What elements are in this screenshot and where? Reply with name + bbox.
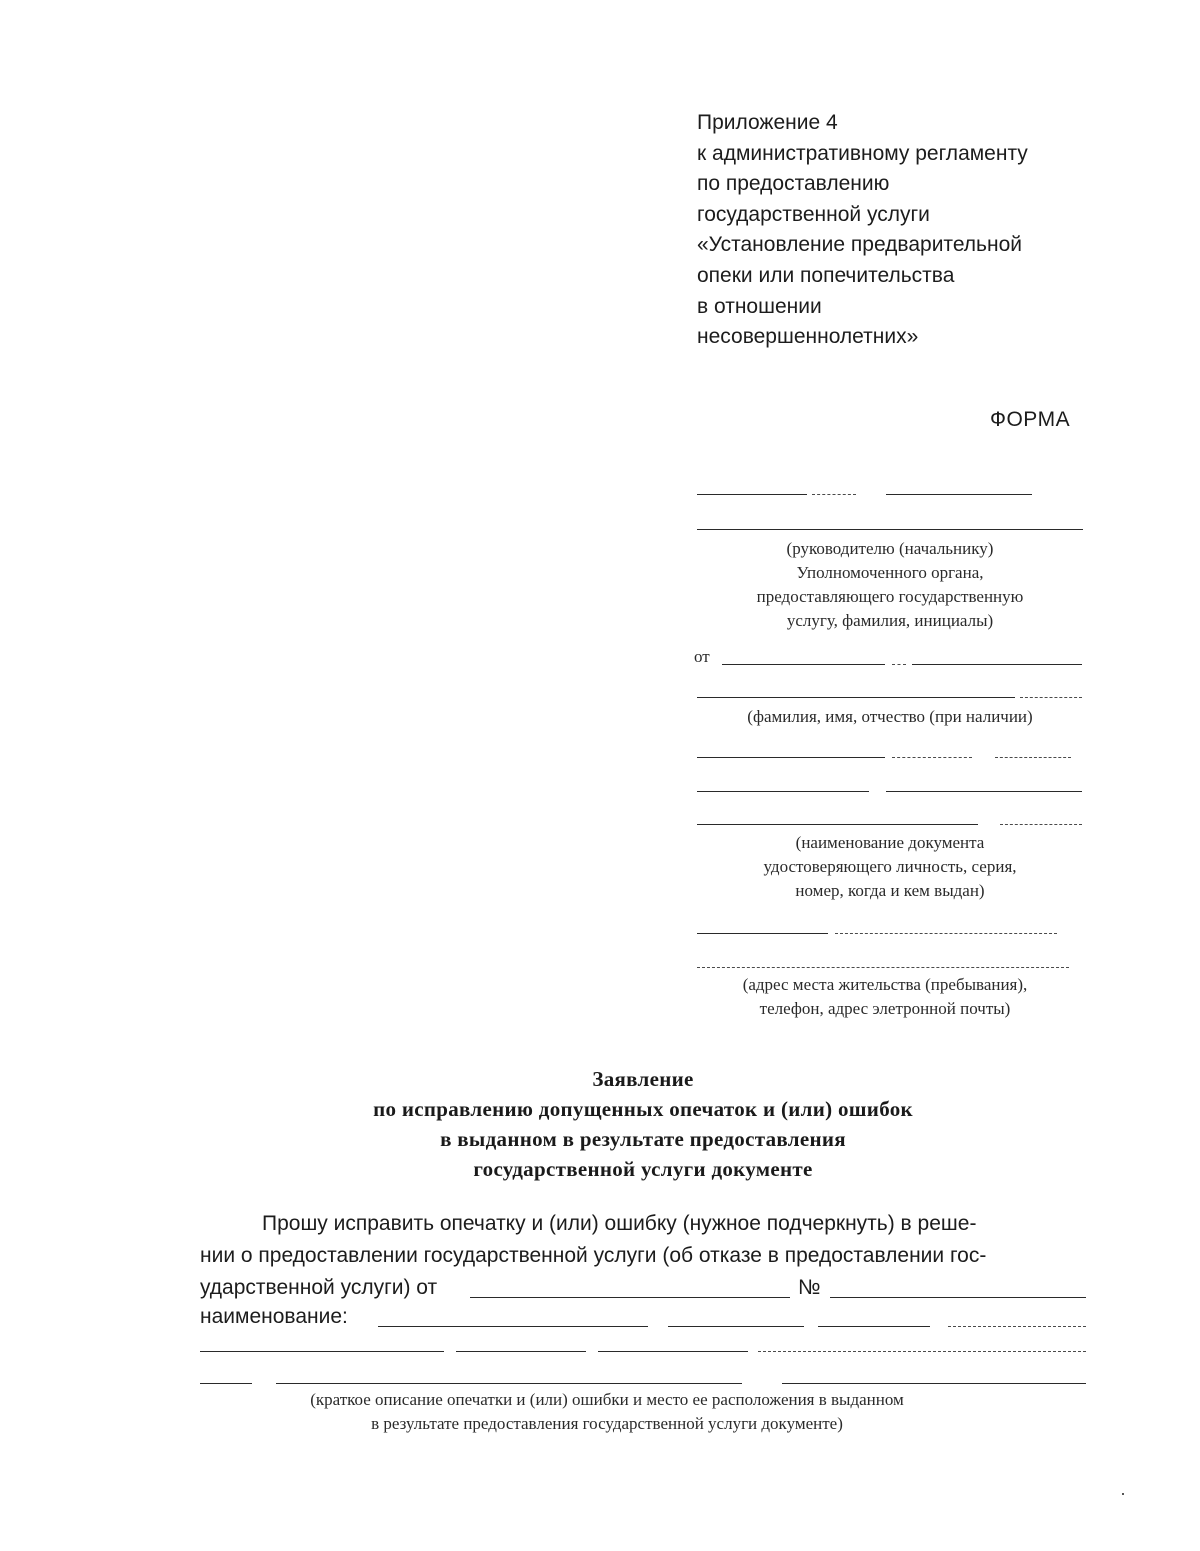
document-blank-line[interactable] <box>697 824 978 825</box>
addressee-caption <box>697 537 1083 633</box>
appendix-line: несовершеннолетних» <box>697 325 919 349</box>
addressee-blank-line[interactable] <box>697 529 1083 530</box>
document-caption <box>697 831 1083 903</box>
from-blank-line[interactable] <box>722 664 885 665</box>
title-line: государственной услуги документе <box>473 1157 813 1181</box>
body-line: нии о предоставлении государственной услуги (об отказе в предоставлении гос- <box>200 1244 987 1267</box>
description-blank-line[interactable] <box>782 1383 1086 1384</box>
from-blank-line[interactable] <box>912 664 1082 665</box>
document-blank-line[interactable] <box>886 791 1082 792</box>
application-title <box>200 1064 1086 1184</box>
description-blank-line[interactable] <box>818 1326 930 1327</box>
speck-mark <box>1122 1493 1124 1495</box>
caption-line: предоставляющего государственную <box>756 587 1024 606</box>
body-line: ударственной услуги) от <box>200 1276 438 1299</box>
addressee-blank-line[interactable] <box>886 494 1032 495</box>
description-blank-line[interactable] <box>456 1351 586 1352</box>
document-blank-line[interactable] <box>697 791 869 792</box>
appendix-line: Приложение 4 <box>697 111 838 134</box>
name-caption <box>697 705 1083 729</box>
title-line: в выданном в результате предоставления <box>440 1127 846 1151</box>
caption-line: (краткое описание опечатки и (или) ошибки и место ее расположения в выданном <box>310 1390 904 1409</box>
from-blank-line[interactable] <box>892 664 906 665</box>
document-blank-line[interactable] <box>892 757 972 758</box>
name-label: наименование: <box>200 1305 348 1328</box>
description-blank-line[interactable] <box>598 1351 748 1352</box>
caption-line: удостоверяющего личность, серия, <box>763 857 1017 876</box>
address-blank-line[interactable] <box>835 933 1057 934</box>
description-blank-line[interactable] <box>758 1351 1086 1352</box>
appendix-line: «Установление предварительной <box>697 233 1022 257</box>
caption-line: (адрес места жительства (пребывания), <box>742 975 1028 994</box>
caption-line: в результате предоставления государственной услуги документе) <box>371 1414 843 1433</box>
name-blank-line[interactable] <box>1020 697 1082 698</box>
description-caption <box>200 1388 1086 1436</box>
address-blank-line[interactable] <box>697 933 828 934</box>
description-blank-line[interactable] <box>378 1326 648 1327</box>
title-line: по исправлению допущенных опечаток и (или) ошибок <box>373 1097 913 1121</box>
caption-line: Уполномоченного органа, <box>796 563 984 582</box>
appendix-line: по предоставлению <box>697 172 890 196</box>
form-label: ФОРМА <box>990 408 1071 431</box>
document-blank-line[interactable] <box>697 757 885 758</box>
from-label: от <box>694 647 710 666</box>
appendix-line: к административному регламенту <box>697 141 1028 165</box>
addressee-blank-line[interactable] <box>697 494 807 495</box>
address-caption <box>687 973 1083 1021</box>
description-blank-line[interactable] <box>668 1326 804 1327</box>
caption-line: услугу, фамилия, инициалы) <box>786 611 994 630</box>
appendix-line: государственной услуги <box>697 202 930 226</box>
description-blank-line[interactable] <box>200 1351 444 1352</box>
document-blank-line[interactable] <box>995 757 1071 758</box>
title-line: Заявление <box>592 1067 694 1091</box>
description-blank-line[interactable] <box>948 1326 1086 1327</box>
caption-line: номер, когда и кем выдан) <box>795 881 985 900</box>
name-blank-line[interactable] <box>697 697 1015 698</box>
number-blank-line[interactable] <box>830 1297 1086 1298</box>
number-sign: № <box>798 1276 821 1299</box>
caption-line: (наименование документа <box>795 833 985 852</box>
body-line: Прошу исправить опечатку и (или) ошибку (нужное подчеркнуть) в реше- <box>262 1212 977 1235</box>
description-blank-line[interactable] <box>200 1383 252 1384</box>
caption-line: (руководителю (начальнику) <box>786 539 994 558</box>
caption-line: телефон, адрес элетронной почты) <box>759 999 1011 1018</box>
document-blank-line[interactable] <box>1000 824 1082 825</box>
description-blank-line[interactable] <box>276 1383 742 1384</box>
date-blank-line[interactable] <box>470 1297 790 1298</box>
caption-line: (фамилия, имя, отчество (при наличии) <box>747 707 1033 726</box>
appendix-header <box>697 108 1117 353</box>
appendix-line: опеки или попечительства <box>697 263 955 287</box>
address-blank-line[interactable] <box>697 967 1069 968</box>
addressee-blank-line[interactable] <box>812 494 856 495</box>
appendix-line: в отношении <box>697 294 822 318</box>
